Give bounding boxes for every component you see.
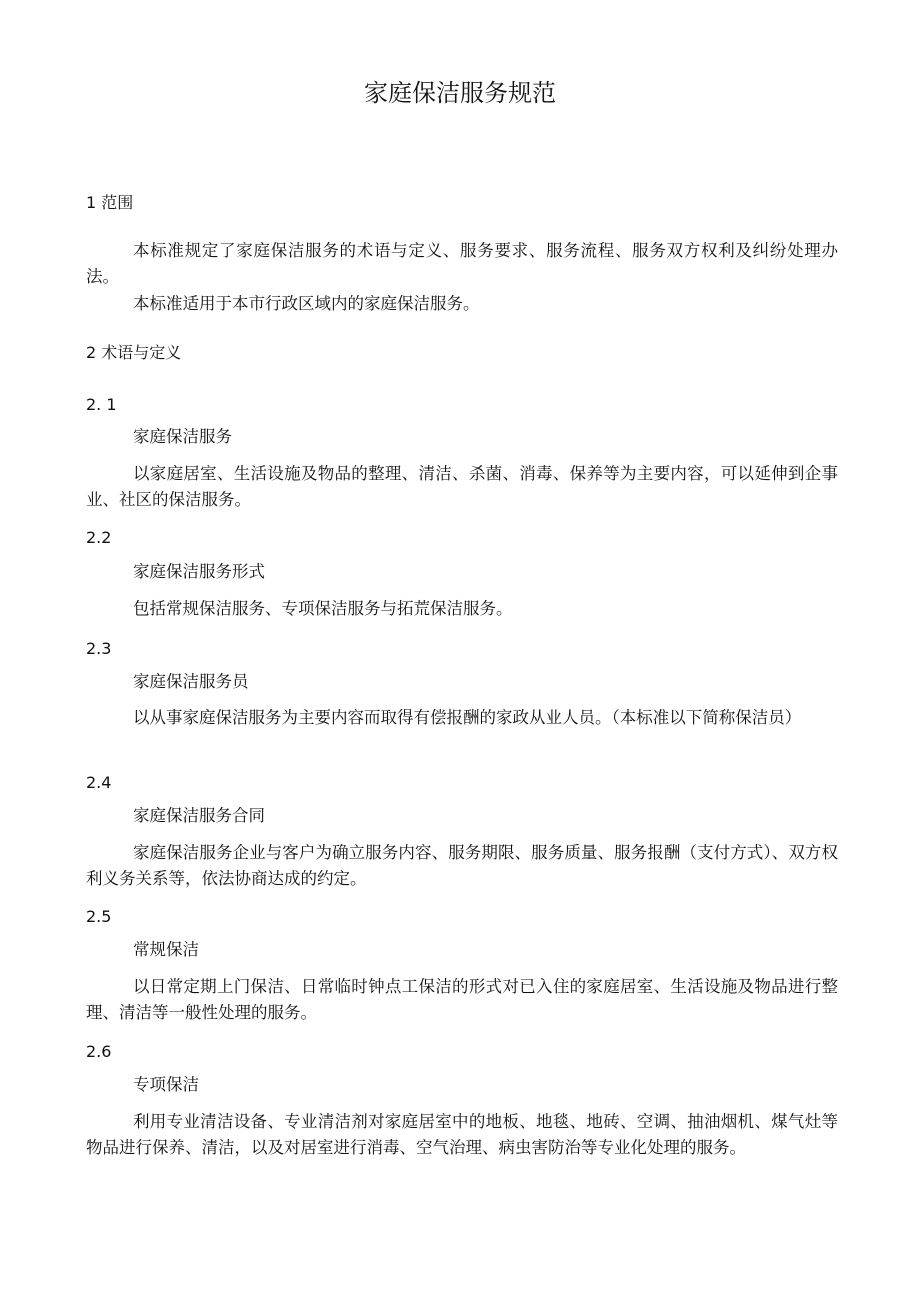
section-heading-scope: 1 范围 — [86, 193, 134, 212]
term-number: 2.3 — [86, 639, 112, 658]
term-definition: 包括常规保洁服务、专项保洁服务与拓荒保洁服务。 — [133, 599, 513, 618]
term-definition: 以家庭居室、生活设施及物品的整理、清洁、杀菌、消毒、保养等为主要内容，可以延伸到企事业、社区的保洁服务。 — [86, 464, 838, 509]
term-name: 家庭保洁服务形式 — [133, 562, 265, 581]
term-number: 2.4 — [86, 773, 112, 792]
term-name: 家庭保洁服务合同 — [133, 806, 265, 825]
term-definition: 以从事家庭保洁服务为主要内容而取得有偿报酬的家政从业人员。（本标准以下简称保洁员） — [133, 708, 802, 727]
term-name: 家庭保洁服务 — [133, 427, 232, 446]
scope-paragraph-1: 本标准规定了家庭保洁服务的术语与定义、服务要求、服务流程、服务双方权利及纠纷处理办法。 — [86, 241, 838, 286]
term-definition: 以日常定期上门保洁、日常临时钟点工保洁的形式对已入住的家庭居室、生活设施及物品进行整理、清洁等一般性处理的服务。 — [86, 977, 838, 1022]
term-number: 2.2 — [86, 528, 112, 547]
term-definition: 家庭保洁服务企业与客户为确立服务内容、服务期限、服务质量、服务报酬（支付方式）、双方权利义务关系等，依法协商达成的约定。 — [86, 843, 838, 888]
term-number: 2.5 — [86, 907, 112, 926]
scope-paragraph-2: 本标准适用于本市行政区域内的家庭保洁服务。 — [133, 294, 480, 313]
section-heading-terms: 2 术语与定义 — [86, 343, 182, 362]
term-number: 2.6 — [86, 1042, 112, 1061]
term-definition: 利用专业清洁设备、专业清洁剂对家庭居室中的地板、地毯、地砖、空调、抽油烟机、煤气灶等物品进行保养、清洁，以及对居室进行消毒、空气治理、病虫害防治等专业化处理的服务。 — [86, 1112, 838, 1157]
term-name: 家庭保洁服务员 — [133, 672, 249, 691]
term-name: 专项保洁 — [133, 1075, 199, 1094]
term-name: 常规保洁 — [133, 940, 199, 959]
term-number: 2. 1 — [86, 395, 117, 414]
document-title: 家庭保洁服务规范 — [364, 79, 556, 107]
